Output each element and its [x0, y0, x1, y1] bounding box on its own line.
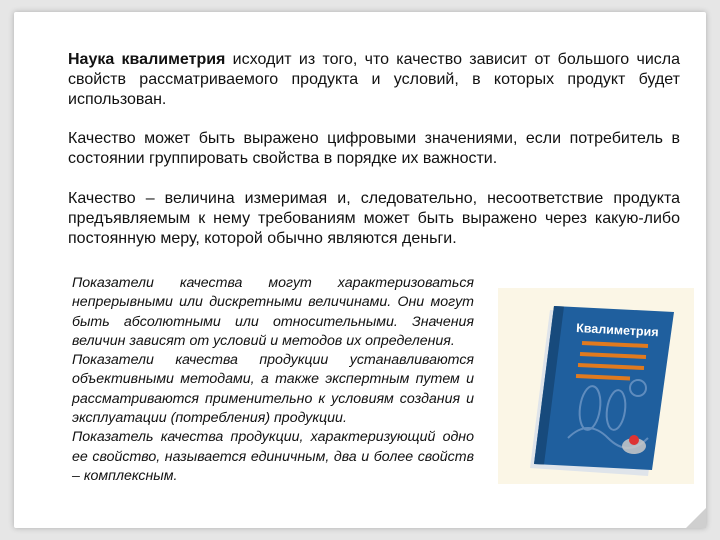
quality-indicators-text	[72, 274, 474, 486]
book-illustration	[498, 288, 694, 484]
paragraph-2: Качество может быть выражено цифровыми значениями, если потребитель в состоянии группировать свойства в порядке их важности.	[68, 130, 680, 168]
italic-paragraph-3: Показатель качества продукции, характеризующий одно ее свойство, называется единичным, два и более свойств – комплексным.	[72, 429, 474, 484]
main-text	[68, 50, 680, 268]
slide	[14, 12, 706, 528]
italic-paragraph-2: Показатели качества продукции устанавливаются объективными методами, а также экспертным путем и рассматриваются применительно к условиям создания и эксплуатации (потребления) продукции.	[72, 352, 474, 427]
book-title: Квалиметрия	[575, 321, 659, 340]
page-curl	[686, 508, 706, 528]
paragraph-1-bold: Наука квалиметрия	[68, 51, 226, 68]
paragraph-3: Качество – величина измеримая и, следовательно, несоответствие продукта предъявляемым к нему требованиям может быть выражено через какую-либо постоянную меру, которой обычно являются деньги.	[68, 189, 680, 247]
book-cover-image	[498, 288, 694, 484]
paragraph-1	[68, 50, 680, 109]
paragraph-1-text: исходит из того, что качество зависит от большого числа свойств рассматриваемого продукта и условий, в которых продукт будет использован.	[68, 51, 680, 108]
italic-paragraph-1: Показатели качества могут характеризоваться непрерывными или дискретными величинами. Они могут быть абсолютными или относительными. Значения величин зависят от условий и методов их определения.	[72, 275, 474, 349]
